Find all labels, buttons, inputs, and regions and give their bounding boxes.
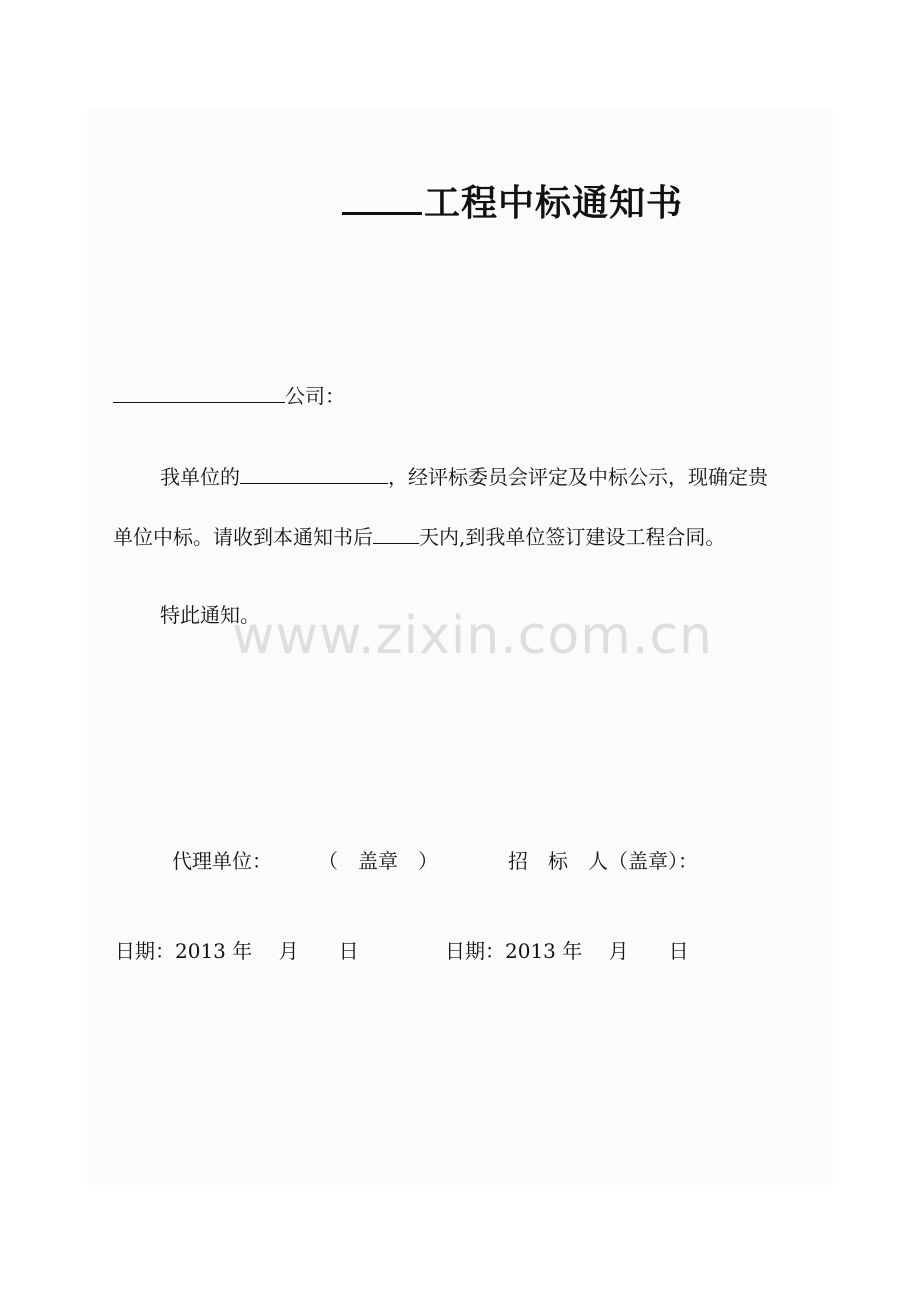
document-title	[342, 180, 683, 222]
title-blank-line	[342, 180, 422, 215]
addressee-line	[113, 384, 345, 406]
para2-text-b: 天内,到我单位签订建设工程合同。	[419, 525, 726, 549]
watermark: www.zixin.com.cn	[232, 606, 713, 666]
para2-text-a: 单位中标。请收到本通知书后	[113, 525, 373, 549]
agent-label: 代理单位：	[172, 849, 272, 873]
paragraph-2	[113, 525, 725, 547]
tenderer-label: 招 标 人（盖章）：	[508, 849, 698, 873]
para1-text-a: 我单位的	[160, 465, 240, 489]
addressee-suffix: 公司：	[285, 384, 345, 408]
agent-seal: （ 盖章 ）	[318, 849, 438, 873]
para1-text-b: ，经评标委员会评定及中标公示，现确定贵	[388, 465, 768, 489]
days-blank	[373, 525, 419, 544]
company-name-blank	[113, 384, 285, 403]
title-text: 工程中标通知书	[424, 183, 684, 224]
date-left: 日期：2013 年 月 日	[115, 939, 359, 963]
project-name-blank	[240, 465, 388, 484]
closing-line: 特此通知。	[160, 603, 260, 627]
date-right: 日期：2013 年 月 日	[445, 939, 689, 963]
paragraph-1	[160, 465, 835, 495]
